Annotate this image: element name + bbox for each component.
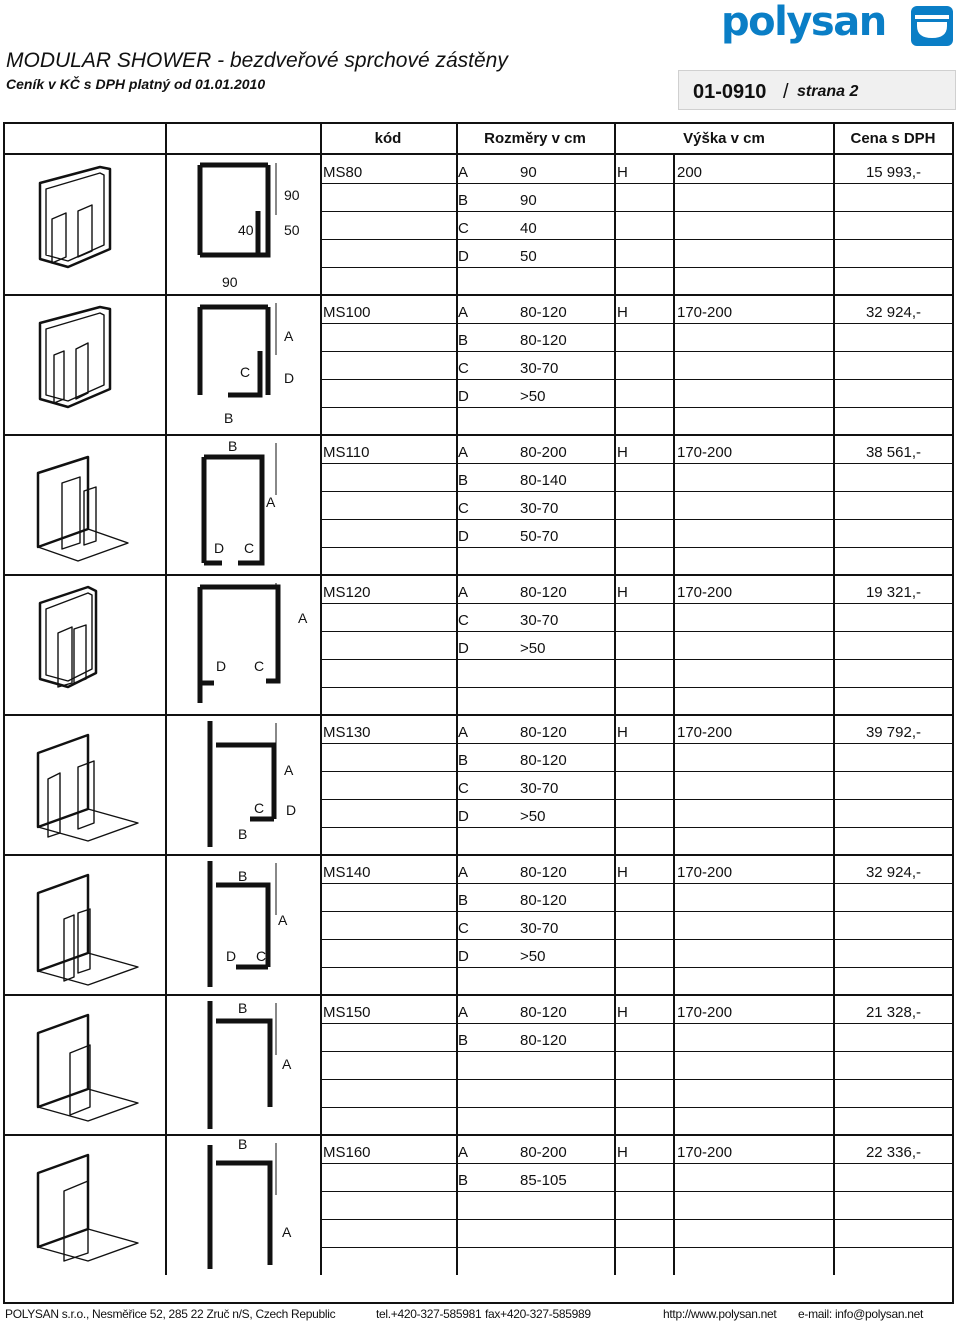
shower-isometric-drawing bbox=[28, 863, 158, 989]
diagram-label: D bbox=[226, 948, 237, 964]
sub-row-divider bbox=[320, 1051, 952, 1052]
dimension-value: 80-200 bbox=[520, 1144, 567, 1161]
band-divider bbox=[3, 434, 954, 436]
document-code-box bbox=[678, 70, 956, 110]
product-code: MS120 bbox=[323, 584, 371, 601]
header-column-divider bbox=[165, 124, 167, 155]
dimension-label: D bbox=[458, 528, 469, 545]
dimension-value: 80-120 bbox=[520, 332, 567, 349]
diagram-label: B bbox=[224, 410, 234, 426]
shower-isometric-drawing bbox=[28, 443, 158, 569]
diagram-label: B bbox=[238, 1136, 248, 1152]
diagram-label: 40 bbox=[238, 222, 254, 238]
column-divider bbox=[833, 1135, 835, 1275]
height-value: 200 bbox=[677, 164, 703, 181]
column-divider bbox=[833, 435, 835, 575]
height-label: H bbox=[617, 304, 628, 321]
sub-row-divider bbox=[320, 351, 952, 352]
dimension-label: D bbox=[458, 640, 469, 657]
product-code: MS140 bbox=[323, 864, 371, 881]
diagram-label: A bbox=[278, 912, 288, 928]
column-divider bbox=[320, 1135, 322, 1275]
column-header-dimensions: Rozměry v cm bbox=[484, 130, 586, 147]
dimension-value: 80-120 bbox=[520, 864, 567, 881]
dimension-value: 80-120 bbox=[520, 584, 567, 601]
dimension-label: A bbox=[458, 1004, 469, 1021]
price-value: 38 561,- bbox=[865, 444, 921, 461]
price-value: 32 924,- bbox=[865, 864, 921, 881]
column-divider bbox=[833, 575, 835, 715]
dimension-value: 80-120 bbox=[520, 304, 567, 321]
height-value: 170-200 bbox=[677, 444, 733, 461]
sub-row-divider bbox=[320, 771, 952, 772]
dimension-label: C bbox=[458, 780, 469, 797]
price-list-subtitle: Ceník v KČ s DPH platný od 01.01.2010 bbox=[6, 76, 266, 92]
height-value: 170-200 bbox=[677, 1004, 733, 1021]
column-divider bbox=[320, 295, 322, 435]
footer-phone: tel.+420-327-585981 bbox=[376, 1307, 482, 1321]
logo-wordmark: polysan bbox=[721, 0, 886, 45]
dimension-label: A bbox=[458, 444, 469, 461]
height-value: 170-200 bbox=[677, 1144, 733, 1161]
height-value: 170-200 bbox=[677, 584, 733, 601]
column-divider bbox=[614, 855, 616, 995]
dimension-value: 30-70 bbox=[520, 780, 559, 797]
sub-row-divider bbox=[320, 519, 952, 520]
shower-isometric-drawing bbox=[28, 723, 158, 849]
shower-isometric-drawing bbox=[28, 1003, 158, 1129]
price-value: 21 328,- bbox=[865, 1004, 921, 1021]
dimension-label: C bbox=[458, 920, 469, 937]
dimension-value: >50 bbox=[520, 808, 546, 825]
diagram-label: A bbox=[266, 494, 276, 510]
sub-row-divider bbox=[320, 379, 952, 380]
diagram-label: C bbox=[256, 948, 267, 964]
column-divider bbox=[320, 855, 322, 995]
product-code: MS150 bbox=[323, 1004, 371, 1021]
diagram-label: D bbox=[286, 802, 297, 818]
column-divider bbox=[833, 295, 835, 435]
diagram-label: B bbox=[238, 868, 248, 884]
sub-row-divider bbox=[320, 211, 952, 212]
column-divider bbox=[614, 435, 616, 575]
height-label: H bbox=[617, 164, 628, 181]
dimension-value: 30-70 bbox=[520, 500, 559, 517]
shower-plan-drawing bbox=[166, 155, 320, 295]
sub-row-divider bbox=[320, 1247, 952, 1248]
dimension-value: 50 bbox=[520, 248, 537, 265]
column-divider bbox=[320, 995, 322, 1135]
diagram-label: C bbox=[254, 800, 265, 816]
sub-row-divider bbox=[320, 967, 952, 968]
sub-row-divider bbox=[320, 1191, 952, 1192]
sub-row-divider bbox=[320, 491, 952, 492]
dimension-label: A bbox=[458, 304, 469, 321]
sub-row-divider bbox=[320, 183, 952, 184]
band-divider bbox=[3, 574, 954, 576]
sub-row-divider bbox=[320, 827, 952, 828]
sub-row-divider bbox=[320, 1079, 952, 1080]
column-divider bbox=[320, 575, 322, 715]
sub-row-divider bbox=[320, 239, 952, 240]
dimension-value: >50 bbox=[520, 388, 546, 405]
diagram-label: C bbox=[240, 364, 251, 380]
column-divider bbox=[320, 435, 322, 575]
dimension-label: B bbox=[458, 332, 469, 349]
shower-isometric-drawing bbox=[28, 163, 158, 289]
dimension-value: 80-120 bbox=[520, 724, 567, 741]
sub-row-divider bbox=[320, 1023, 952, 1024]
dimension-label: C bbox=[458, 360, 469, 377]
diagram-label: 50 bbox=[284, 222, 300, 238]
band-divider bbox=[3, 854, 954, 856]
shower-plan-drawing bbox=[166, 435, 320, 575]
shower-plan-drawing bbox=[166, 575, 320, 715]
diagram-label: A bbox=[284, 762, 294, 778]
column-header-height: Výška v cm bbox=[683, 130, 765, 147]
price-value: 39 792,- bbox=[865, 724, 921, 741]
column-divider bbox=[673, 855, 675, 995]
sub-row-divider bbox=[320, 603, 952, 604]
diagram-label: A bbox=[298, 610, 308, 626]
diagram-label: C bbox=[244, 540, 255, 556]
dimension-label: A bbox=[458, 164, 469, 181]
polysan-logo bbox=[721, 2, 959, 50]
column-divider bbox=[833, 855, 835, 995]
product-code: MS80 bbox=[323, 164, 363, 181]
band-divider bbox=[3, 1134, 954, 1136]
sub-row-divider bbox=[320, 687, 952, 688]
dimension-label: D bbox=[458, 388, 469, 405]
dimension-value: 90 bbox=[520, 192, 537, 209]
column-divider bbox=[673, 155, 675, 295]
dimension-value: 90 bbox=[520, 164, 537, 181]
header-row-divider bbox=[3, 153, 954, 155]
column-divider bbox=[320, 715, 322, 855]
shower-plan-drawing bbox=[166, 855, 320, 995]
column-divider bbox=[673, 575, 675, 715]
diagram-label: D bbox=[284, 370, 295, 386]
dimension-label: B bbox=[458, 472, 469, 489]
dimension-label: A bbox=[458, 724, 469, 741]
product-code: MS110 bbox=[323, 444, 370, 461]
sub-row-divider bbox=[320, 1219, 952, 1220]
band-divider bbox=[3, 994, 954, 996]
product-code: MS160 bbox=[323, 1144, 371, 1161]
diagram-label: C bbox=[254, 658, 265, 674]
document-code: 01-0910 bbox=[693, 81, 767, 103]
sub-row-divider bbox=[320, 939, 952, 940]
footer-email-link[interactable]: e-mail: info@polysan.net bbox=[798, 1307, 924, 1321]
column-divider bbox=[673, 295, 675, 435]
column-divider bbox=[614, 715, 616, 855]
diagram-label: B bbox=[238, 1000, 248, 1016]
dimension-label: C bbox=[458, 220, 469, 237]
dimension-value: 80-120 bbox=[520, 752, 567, 769]
diagram-label: D bbox=[216, 658, 227, 674]
shower-plan-drawing bbox=[166, 1135, 320, 1275]
height-value: 170-200 bbox=[677, 864, 733, 881]
diagram-label: B bbox=[228, 438, 238, 454]
shower-plan-drawing bbox=[166, 715, 320, 855]
dimension-value: 80-200 bbox=[520, 444, 567, 461]
column-divider bbox=[614, 575, 616, 715]
shower-isometric-drawing bbox=[28, 303, 158, 429]
shower-plan-drawing bbox=[166, 295, 320, 435]
dimension-label: D bbox=[458, 248, 469, 265]
dimension-value: 30-70 bbox=[520, 360, 559, 377]
price-value: 19 321,- bbox=[865, 584, 921, 601]
footer-fax: fax+420-327-585989 bbox=[485, 1307, 591, 1321]
column-divider bbox=[673, 995, 675, 1135]
column-divider bbox=[614, 1135, 616, 1275]
sub-row-divider bbox=[320, 883, 952, 884]
shower-isometric-drawing bbox=[28, 583, 158, 709]
diagram-label: D bbox=[214, 540, 225, 556]
height-label: H bbox=[617, 444, 628, 461]
dimension-label: B bbox=[458, 1032, 469, 1049]
sub-row-divider bbox=[320, 323, 952, 324]
bathtub-icon bbox=[909, 6, 955, 46]
dimension-label: D bbox=[458, 808, 469, 825]
column-divider bbox=[673, 715, 675, 855]
dimension-value: >50 bbox=[520, 948, 546, 965]
sub-row-divider bbox=[320, 547, 952, 548]
sub-row-divider bbox=[320, 911, 952, 912]
diagram-label: 90 bbox=[284, 187, 300, 203]
footer-company: POLYSAN s.r.o., Nesměřice 52, 285 22 Zruč n/S, Czech Republic bbox=[5, 1307, 336, 1321]
dimension-value: 30-70 bbox=[520, 612, 559, 629]
page-label: strana 2 bbox=[797, 83, 859, 100]
sub-row-divider bbox=[320, 267, 952, 268]
dimension-value: 80-120 bbox=[520, 1032, 567, 1049]
product-code: MS130 bbox=[323, 724, 371, 741]
dimension-label: D bbox=[458, 948, 469, 965]
band-divider bbox=[3, 714, 954, 716]
band-divider bbox=[3, 294, 954, 296]
column-header-code: kód bbox=[374, 130, 402, 147]
height-label: H bbox=[617, 1004, 628, 1021]
dimension-label: B bbox=[458, 892, 469, 909]
dimension-label: A bbox=[458, 1144, 469, 1161]
column-divider bbox=[673, 435, 675, 575]
diagram-label: A bbox=[282, 1224, 292, 1240]
column-divider bbox=[833, 995, 835, 1135]
sub-row-divider bbox=[320, 1107, 952, 1108]
sub-row-divider bbox=[320, 1163, 952, 1164]
dimension-value: 85-105 bbox=[520, 1172, 567, 1189]
diagram-label: A bbox=[284, 328, 294, 344]
sub-row-divider bbox=[320, 799, 952, 800]
dimension-label: B bbox=[458, 192, 469, 209]
price-value: 32 924,- bbox=[865, 304, 921, 321]
sub-row-divider bbox=[320, 407, 952, 408]
dimension-label: A bbox=[458, 584, 469, 601]
dimension-label: A bbox=[458, 864, 469, 881]
dimension-value: 80-140 bbox=[520, 472, 567, 489]
dimension-value: 40 bbox=[520, 220, 537, 237]
height-label: H bbox=[617, 1144, 628, 1161]
height-value: 170-200 bbox=[677, 304, 733, 321]
sub-row-divider bbox=[320, 631, 952, 632]
column-divider bbox=[320, 155, 322, 295]
dimension-value: >50 bbox=[520, 640, 546, 657]
dimension-label: C bbox=[458, 500, 469, 517]
dimension-label: B bbox=[458, 1172, 469, 1189]
price-value: 15 993,- bbox=[865, 164, 921, 181]
dimension-value: 80-120 bbox=[520, 892, 567, 909]
column-divider bbox=[614, 995, 616, 1135]
sub-row-divider bbox=[320, 743, 952, 744]
column-header-price: Cena s DPH bbox=[850, 130, 936, 147]
column-divider bbox=[833, 155, 835, 295]
dimension-value: 50-70 bbox=[520, 528, 559, 545]
shower-plan-drawing bbox=[166, 995, 320, 1135]
sub-row-divider bbox=[320, 659, 952, 660]
sub-row-divider bbox=[320, 463, 952, 464]
dimension-label: B bbox=[458, 752, 469, 769]
dimension-value: 80-120 bbox=[520, 1004, 567, 1021]
code-separator: / bbox=[783, 81, 789, 103]
price-value: 22 336,- bbox=[865, 1144, 921, 1161]
dimension-label: C bbox=[458, 612, 469, 629]
column-divider bbox=[614, 295, 616, 435]
footer-web-link[interactable]: http://www.polysan.net bbox=[663, 1307, 777, 1321]
page-title: MODULAR SHOWER - bezdveřové sprchové zástěny bbox=[6, 49, 508, 72]
height-label: H bbox=[617, 584, 628, 601]
diagram-label: B bbox=[238, 826, 248, 842]
height-label: H bbox=[617, 864, 628, 881]
diagram-label: A bbox=[282, 1056, 292, 1072]
height-value: 170-200 bbox=[677, 724, 733, 741]
diagram-label: 90 bbox=[222, 274, 238, 290]
height-label: H bbox=[617, 724, 628, 741]
product-code: MS100 bbox=[323, 304, 371, 321]
dimension-value: 30-70 bbox=[520, 920, 559, 937]
column-divider bbox=[673, 1135, 675, 1275]
shower-isometric-drawing bbox=[28, 1143, 158, 1269]
column-divider bbox=[833, 715, 835, 855]
column-divider bbox=[614, 155, 616, 295]
